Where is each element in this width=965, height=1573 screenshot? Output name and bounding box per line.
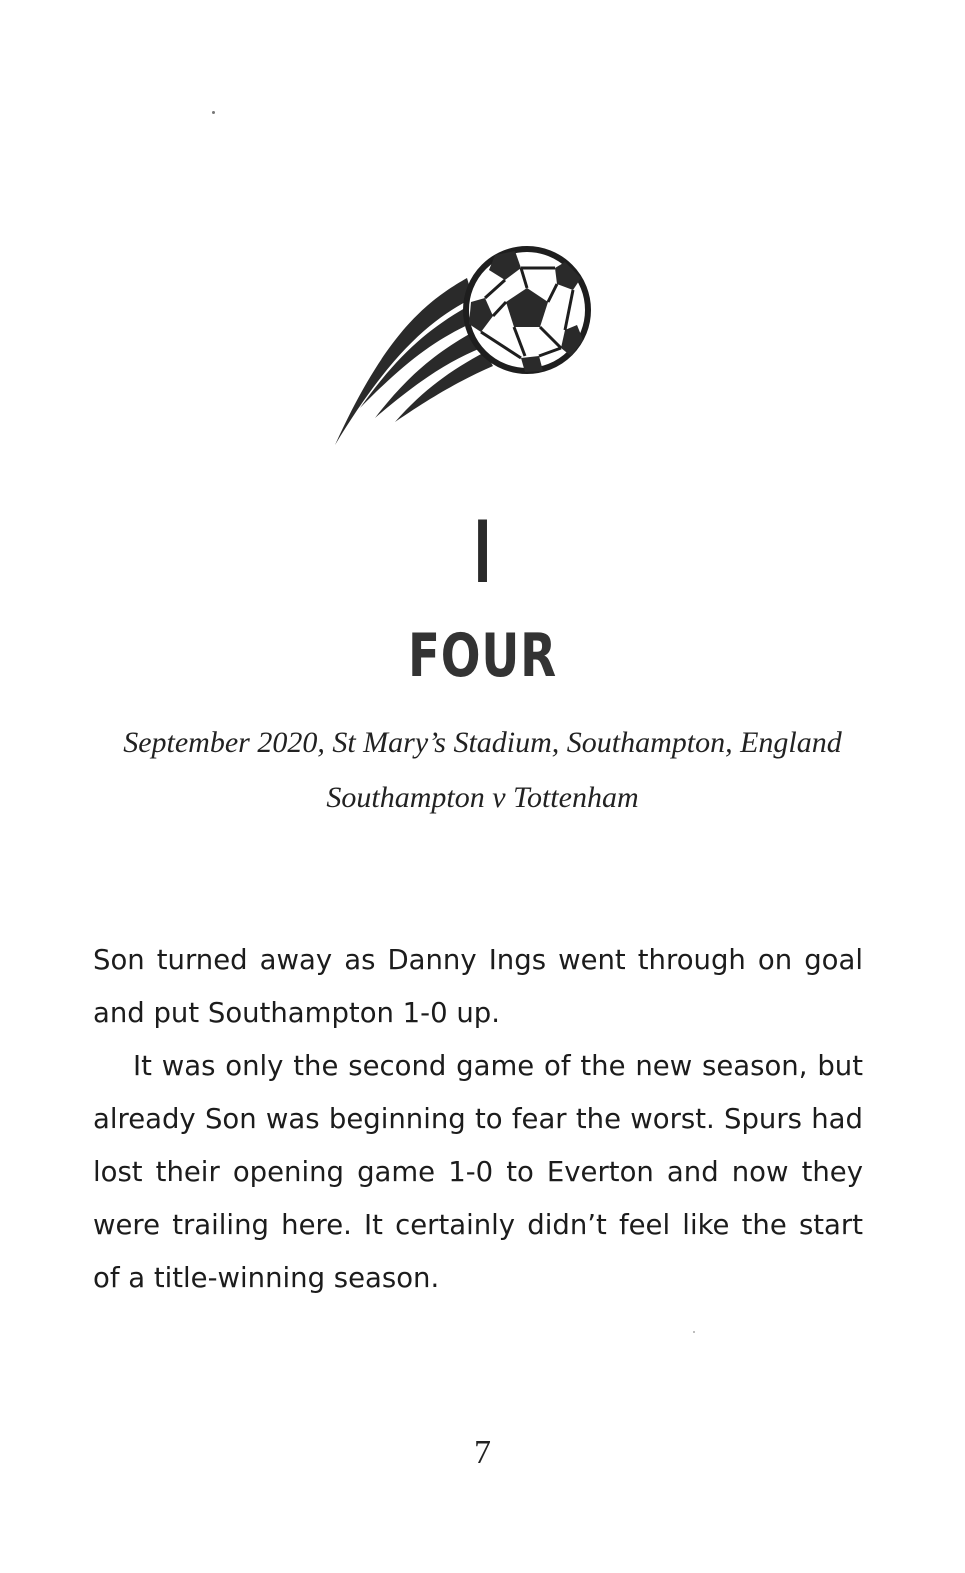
paragraph: It was only the second game of the new season, but already Son was beginning to fear the worst. Spurs had lost their opening game 1-0 to Everton and now they were trailing here. It certainly didn’t feel like the start of a title-winning season.	[93, 1050, 863, 1294]
print-speck	[693, 1331, 695, 1333]
setting-match: Southampton v Tottenham	[326, 781, 639, 814]
football	[466, 249, 588, 372]
chapter-number: I	[473, 503, 492, 603]
chapter-title: FOUR	[408, 621, 557, 691]
chapter-body	[93, 934, 863, 1305]
setting-location: September 2020, St Mary’s Stadium, Southampton, England	[123, 726, 842, 759]
paragraph: Son turned away as Danny Ings went through on goal and put Southampton 1-0 up.	[93, 944, 863, 1029]
page-number: 7	[474, 1434, 491, 1471]
print-speck	[212, 111, 215, 114]
football-icon	[325, 240, 595, 455]
